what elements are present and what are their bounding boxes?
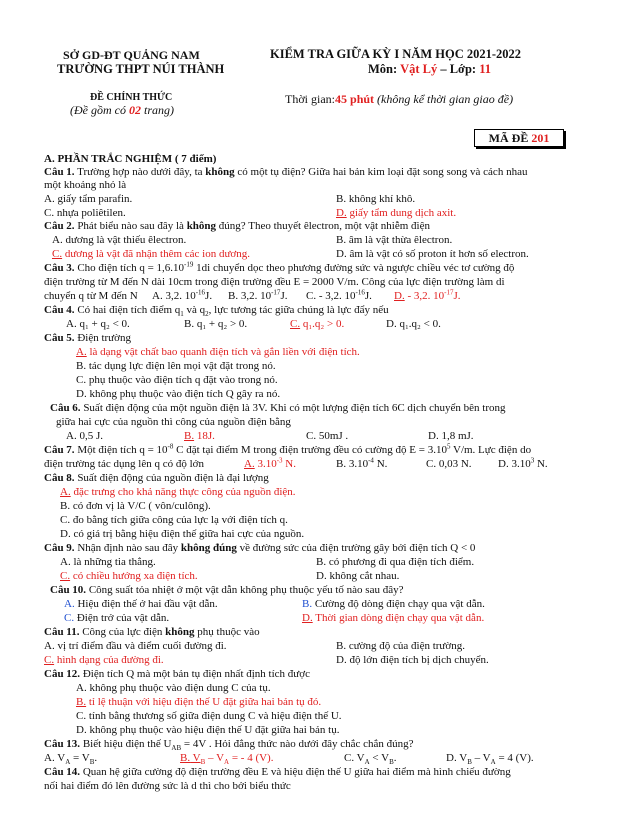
- q2-option-c: C. dương là vật đã nhận thêm các ion dương.: [52, 248, 250, 260]
- q2-option-d: D. âm là vật có số proton ít hơn số electron.: [336, 248, 529, 260]
- question-5: Câu 5. Điện trường: [44, 332, 131, 344]
- q3-option-a: A. 3,2. $10^{-16}J$.: [152, 288, 213, 302]
- q6-option-b: B. 18J.: [184, 430, 215, 442]
- q12-option-d: D. không phụ thuộc vào hiệu điện thế U đặt giữa hai bản tụ.: [76, 724, 340, 736]
- q10-option-c: C. Điện trở của vật dẫn.: [64, 612, 170, 624]
- q1-option-d: D. giấy tẩm dung dịch axit.: [336, 207, 457, 219]
- q7-option-d: D. 3.10$^3$ N.: [498, 456, 548, 470]
- question-8: Câu 8. Suất điện động của nguồn điện là đại lượng: [44, 472, 269, 484]
- q3-option-d: D. - 3,2. $10^{-17}J$.: [394, 288, 461, 302]
- q4-option-d: D. q₁.q₂ < 0.: [386, 318, 441, 330]
- q9-option-b: B. có phương đi qua điện tích điểm.: [316, 556, 475, 568]
- q7-option-a: A. $3.10^{-3}$ N.: [244, 456, 296, 470]
- question-10: Câu 10. Công suất tỏa nhiệt ở một vật dẫn không phụ thuộc yếu tố nào sau đây?: [50, 584, 404, 596]
- q6-option-d: D. 1,8 mJ.: [428, 430, 474, 442]
- q3-option-c: C. - 3,2. $10^{-16}J$.: [306, 288, 372, 302]
- question-1-line2: một khoảng nhỏ là: [44, 179, 127, 191]
- q9-option-a: A. là những tia thẳng.: [60, 556, 156, 568]
- question-6: Câu 6. Suất điện động của một nguồn điện là 3V. Khi có một lượng điện tích 6C dịch chuyển bên trong: [50, 402, 506, 414]
- q9-option-d: D. không cắt nhau.: [316, 570, 400, 582]
- q1-option-a: A. giấy tẩm parafin.: [44, 193, 133, 205]
- question-14-line2: nối hai điểm đó lên đường sức là d thì cho bởi biểu thức: [44, 780, 291, 792]
- question-3: Câu 3. Cho điện tích $q = 1,6.10^{-19}$ 1di chuyển dọc theo phương đường sức và ngược chiều véc tơ cường độ: [44, 260, 515, 274]
- section-title: A. PHẦN TRẮC NGHIỆM ( 7 điểm): [44, 153, 217, 165]
- school-name: TRƯỜNG THPT NÚI THÀNH: [57, 62, 225, 76]
- q2-option-b: B. âm là vật thừa êlectron.: [336, 234, 453, 246]
- q11-option-b: B. cường độ của điện trường.: [336, 640, 465, 652]
- subject-line: Môn: Vật Lý – Lớp: 11: [368, 62, 492, 76]
- q4-option-b: B. q₁ + q₂ > 0.: [184, 318, 248, 330]
- official-label: ĐỀ CHÍNH THỨC: [90, 92, 173, 103]
- department-name: SỞ GD-ĐT QUẢNG NAM: [63, 48, 200, 62]
- question-13: Câu 13. Biết hiệu điện thế $U_{AB} = 4V$ . Hỏi đẳng thức nào dưới đây chắc chắn đúng?: [44, 738, 414, 753]
- question-11: Câu 11. Công của lực điện không phụ thuộc vào: [44, 626, 260, 638]
- q9-option-c: C. có chiều hướng xa điện tích.: [60, 570, 198, 582]
- question-7: Câu 7. Một điện tích $q = 10^{-8}$ C đặt tại điểm M trong điện trường đều có cường độ $E = 3.10^5$ V/m. Lực điện do: [44, 442, 532, 456]
- question-6-line2: giữa hai cực của nguồn thì công của nguồn điện bằng: [56, 416, 291, 428]
- q11-option-a: A. vị trí điểm đầu và điểm cuối đường đi.: [44, 640, 227, 652]
- q1-option-b: B. không khí khô.: [336, 193, 416, 205]
- q4-option-a: A. q₁ + q₂ < 0.: [66, 318, 130, 330]
- q8-option-b: B. có đơn vị là V/C ( vôn/culông).: [60, 500, 211, 512]
- q13-option-b: B. $V_B - V_A$ = - 4 (V).: [180, 752, 274, 767]
- q10-option-b: B. Cường độ dòng điện chạy qua vật dẫn.: [302, 598, 485, 610]
- q2-option-a: A. dương là vật thiếu êlectron.: [52, 234, 187, 246]
- q6-option-c: C. 50mJ .: [306, 430, 349, 442]
- q11-option-d: D. độ lớn điện tích bị dịch chuyển.: [336, 654, 489, 666]
- q5-option-a: A. là dạng vật chất bao quanh điện tích và gắn liền với điện tích.: [76, 346, 360, 358]
- question-9: Câu 9. Nhận định nào sau đây không đúng về đường sức của điện trường gây bởi điện tích Q < 0: [44, 542, 476, 554]
- q13-option-d: D. $V_B - V_A = 4$ (V).: [446, 752, 534, 767]
- q12-option-b: B. tỉ lệ thuận với hiệu điện thế U đặt giữa hai bản tụ đó.: [76, 696, 322, 708]
- page-count: (Đề gồm có 02 trang): [70, 103, 174, 117]
- q7-option-c: C. 0,03 N.: [426, 458, 472, 470]
- question-14: Câu 14. Quan hệ giữa cường độ điện trường đều E và hiệu điện thế U giữa hai điểm mà hình chiếu đường: [44, 766, 511, 778]
- q10-option-d: D. Thời gian dòng điện chạy qua vật dẫn.: [302, 612, 485, 624]
- q7-option-b: B. $3.10^{-4}$ N.: [336, 456, 388, 470]
- q6-option-a: A. 0,5 J.: [66, 430, 103, 442]
- q5-option-b: B. tác dụng lực điện lên mọi vật đặt trong nó.: [76, 360, 276, 372]
- question-2: Câu 2. Phát biểu nào sau đây là không đúng? Theo thuyết êlectron, một vật nhiễm điện: [44, 220, 430, 232]
- q12-option-a: A. không phụ thuộc vào điện dung C của tụ.: [76, 682, 271, 694]
- q3-option-b: B. 3,2. $10^{-17}J$.: [228, 288, 288, 302]
- q5-option-c: C. phụ thuộc vào điện tích q đặt vào trong nó.: [76, 374, 278, 386]
- question-4: Câu 4. Có hai điện tích điểm $q_1$ và $q_2$, lực tương tác giữa chúng là lực đẩy nếu: [44, 304, 389, 319]
- question-12: Câu 12. Điện tích Q mà một bản tụ điện nhất định tích được: [44, 668, 310, 680]
- q1-option-c: C. nhựa poliêtilen.: [44, 207, 126, 219]
- exam-time: Thời gian:45 phút (không kể thời gian giao đề): [285, 92, 514, 106]
- q4-option-c: C. q₁.q₂ > 0.: [290, 318, 345, 330]
- question-3-line3: chuyển q từ M đến N A. 3,2. $10^{-16}J$. B. 3,2. $10^{-17}J$. C. - 3,2. $10^{-16}J$. D. - 3,2. $10^{-17}J$.: [44, 288, 461, 302]
- exam-title: KIỂM TRA GIỮA KỲ I NĂM HỌC 2021-2022: [270, 47, 522, 61]
- q11-option-c: C. hình dạng của đường đi.: [44, 654, 164, 666]
- question-7-line2: điện trường tác dụng lên q có độ lớn A. $3.10^{-3}$ N. B. $3.10^{-4}$ N. C. 0,03 N. D. 3.10$^3$ N.: [44, 456, 548, 470]
- q13-option-a: A. $V_A = V_B$.: [44, 752, 98, 767]
- q10-option-a: A. Hiệu điện thế ở hai đầu vật dẫn.: [64, 598, 218, 610]
- q5-option-d: D. không phụ thuộc vào điện tích Q gây ra nó.: [76, 388, 281, 400]
- q8-option-d: D. có giá trị bằng hiệu điện thế giữa hai cực của nguồn.: [60, 528, 305, 540]
- exam-code-box: MÃ ĐỀ 201: [474, 129, 564, 147]
- q12-option-c: C. tính bằng thương số giữa điện dung C và hiệu điện thế U.: [76, 710, 342, 722]
- q8-option-c: C. đo bằng tích giữa công của lực lạ với điện tích q.: [60, 514, 288, 526]
- question-1: Câu 1. Trường hợp nào dưới đây, ta không có một tụ điện? Giữa hai bản kim loại đặt song song và cách nhau: [44, 166, 528, 178]
- q8-option-a: A. đặc trưng cho khả năng thực công của nguồn điện.: [60, 486, 296, 498]
- question-3-line2: điện trường từ M đến N dài 10cm trong điện trường đều E = 2000 V/m. Công của lực điện trường làm di: [44, 276, 505, 288]
- q13-option-c: C. $V_A < V_B$.: [344, 752, 397, 767]
